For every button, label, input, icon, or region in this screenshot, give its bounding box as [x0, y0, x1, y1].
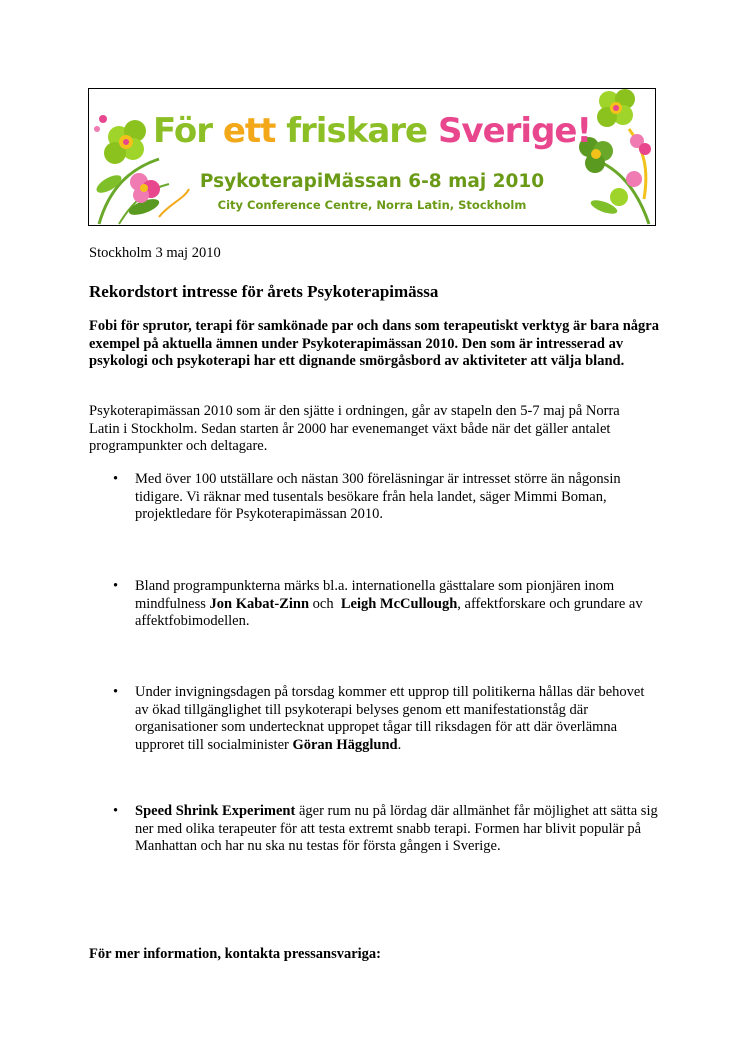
banner-title-sverige: Sverige!	[437, 111, 591, 151]
banner-subtitle: PsykoterapiMässan 6-8 maj 2010	[199, 171, 545, 192]
list-item-text: Med över 100 utställare och nästan 300 föreläsningar är intresset större än någonsin tidigare. Vi räknar med tusentals besökare från hela landet, säger Mimmi Boman, projektledare för Psykoterapimässan 2010.	[135, 471, 621, 522]
bullet-icon: •	[113, 471, 119, 487]
list-item-text-part: äger rum nu på lördag där allmänhet får möjlighet att sätta sig ner med olika terapeuter för att testa extremt snabb terapi. Formen har blivit populär på Manhattan och har nu ska nu testas för första gången i Sverige.	[135, 803, 658, 854]
list-item-text	[135, 684, 660, 754]
list-item-text-part: och	[309, 595, 341, 612]
banner-title	[89, 111, 655, 151]
banner-title-for: För	[153, 111, 212, 151]
list-item-text-part: Bland programpunkterna märks bl.a. internationella gästtalare som pionjären inom mindfulness	[135, 578, 615, 612]
speaker-name: Leigh McCullough	[340, 595, 458, 612]
banner-title-friskare: friskare	[286, 111, 428, 151]
minister-name: Göran Hägglund	[292, 736, 398, 753]
intro-paragraph: Psykoterapimässan 2010 som är den sjätte i ordningen, går av stapeln den 5-7 maj på Norra Latin i Stockholm. Sedan starten år 2000 har evenemanget växt både när det gäller antalet programpunkter och deltagare.	[89, 403, 620, 454]
contact-heading: För mer information, kontakta pressansvariga:	[89, 946, 382, 962]
list-item-text-part: Under invigningsdagen på torsdag kommer ett upprop till politikerna hållas där behovet av ökad tillgänglighet till psykoterapi belyses genom ett manifestationståg där organisationer som undertecknat uppropet tågar till riksdagen för att där överlämna upproret till socialminister	[135, 684, 645, 753]
headline: Rekordstort intresse för årets Psykoterapimässa	[89, 282, 439, 301]
list-item-text-part: .	[397, 736, 402, 753]
banner-venue: City Conference Centre, Norra Latin, Stockholm	[217, 198, 527, 212]
event-banner	[88, 88, 656, 226]
banner-title-ett: ett	[222, 111, 276, 151]
event-name: Speed Shrink Experiment	[135, 803, 296, 819]
list-item-text	[135, 578, 660, 631]
list-item-text-part: , affektforskare och grundare av affektfobimodellen.	[135, 595, 643, 629]
bullet-icon: •	[113, 684, 119, 700]
bullet-icon: •	[113, 578, 119, 594]
dateline: Stockholm 3 maj 2010	[89, 245, 221, 261]
bullet-icon: •	[113, 803, 119, 819]
list-item-text	[135, 803, 660, 856]
speaker-name: Jon Kabat-Zinn	[209, 595, 310, 612]
lead-paragraph: Fobi för sprutor, terapi för samkönade par och dans som terapeutiskt verktyg är bara några exempel på aktuella ämnen under Psykoterapimässan 2010. Den som är intresserad av psykologi och psykoterapi har ett dignande smörgåsbord av aktiviteter att välja bland.	[89, 318, 659, 369]
